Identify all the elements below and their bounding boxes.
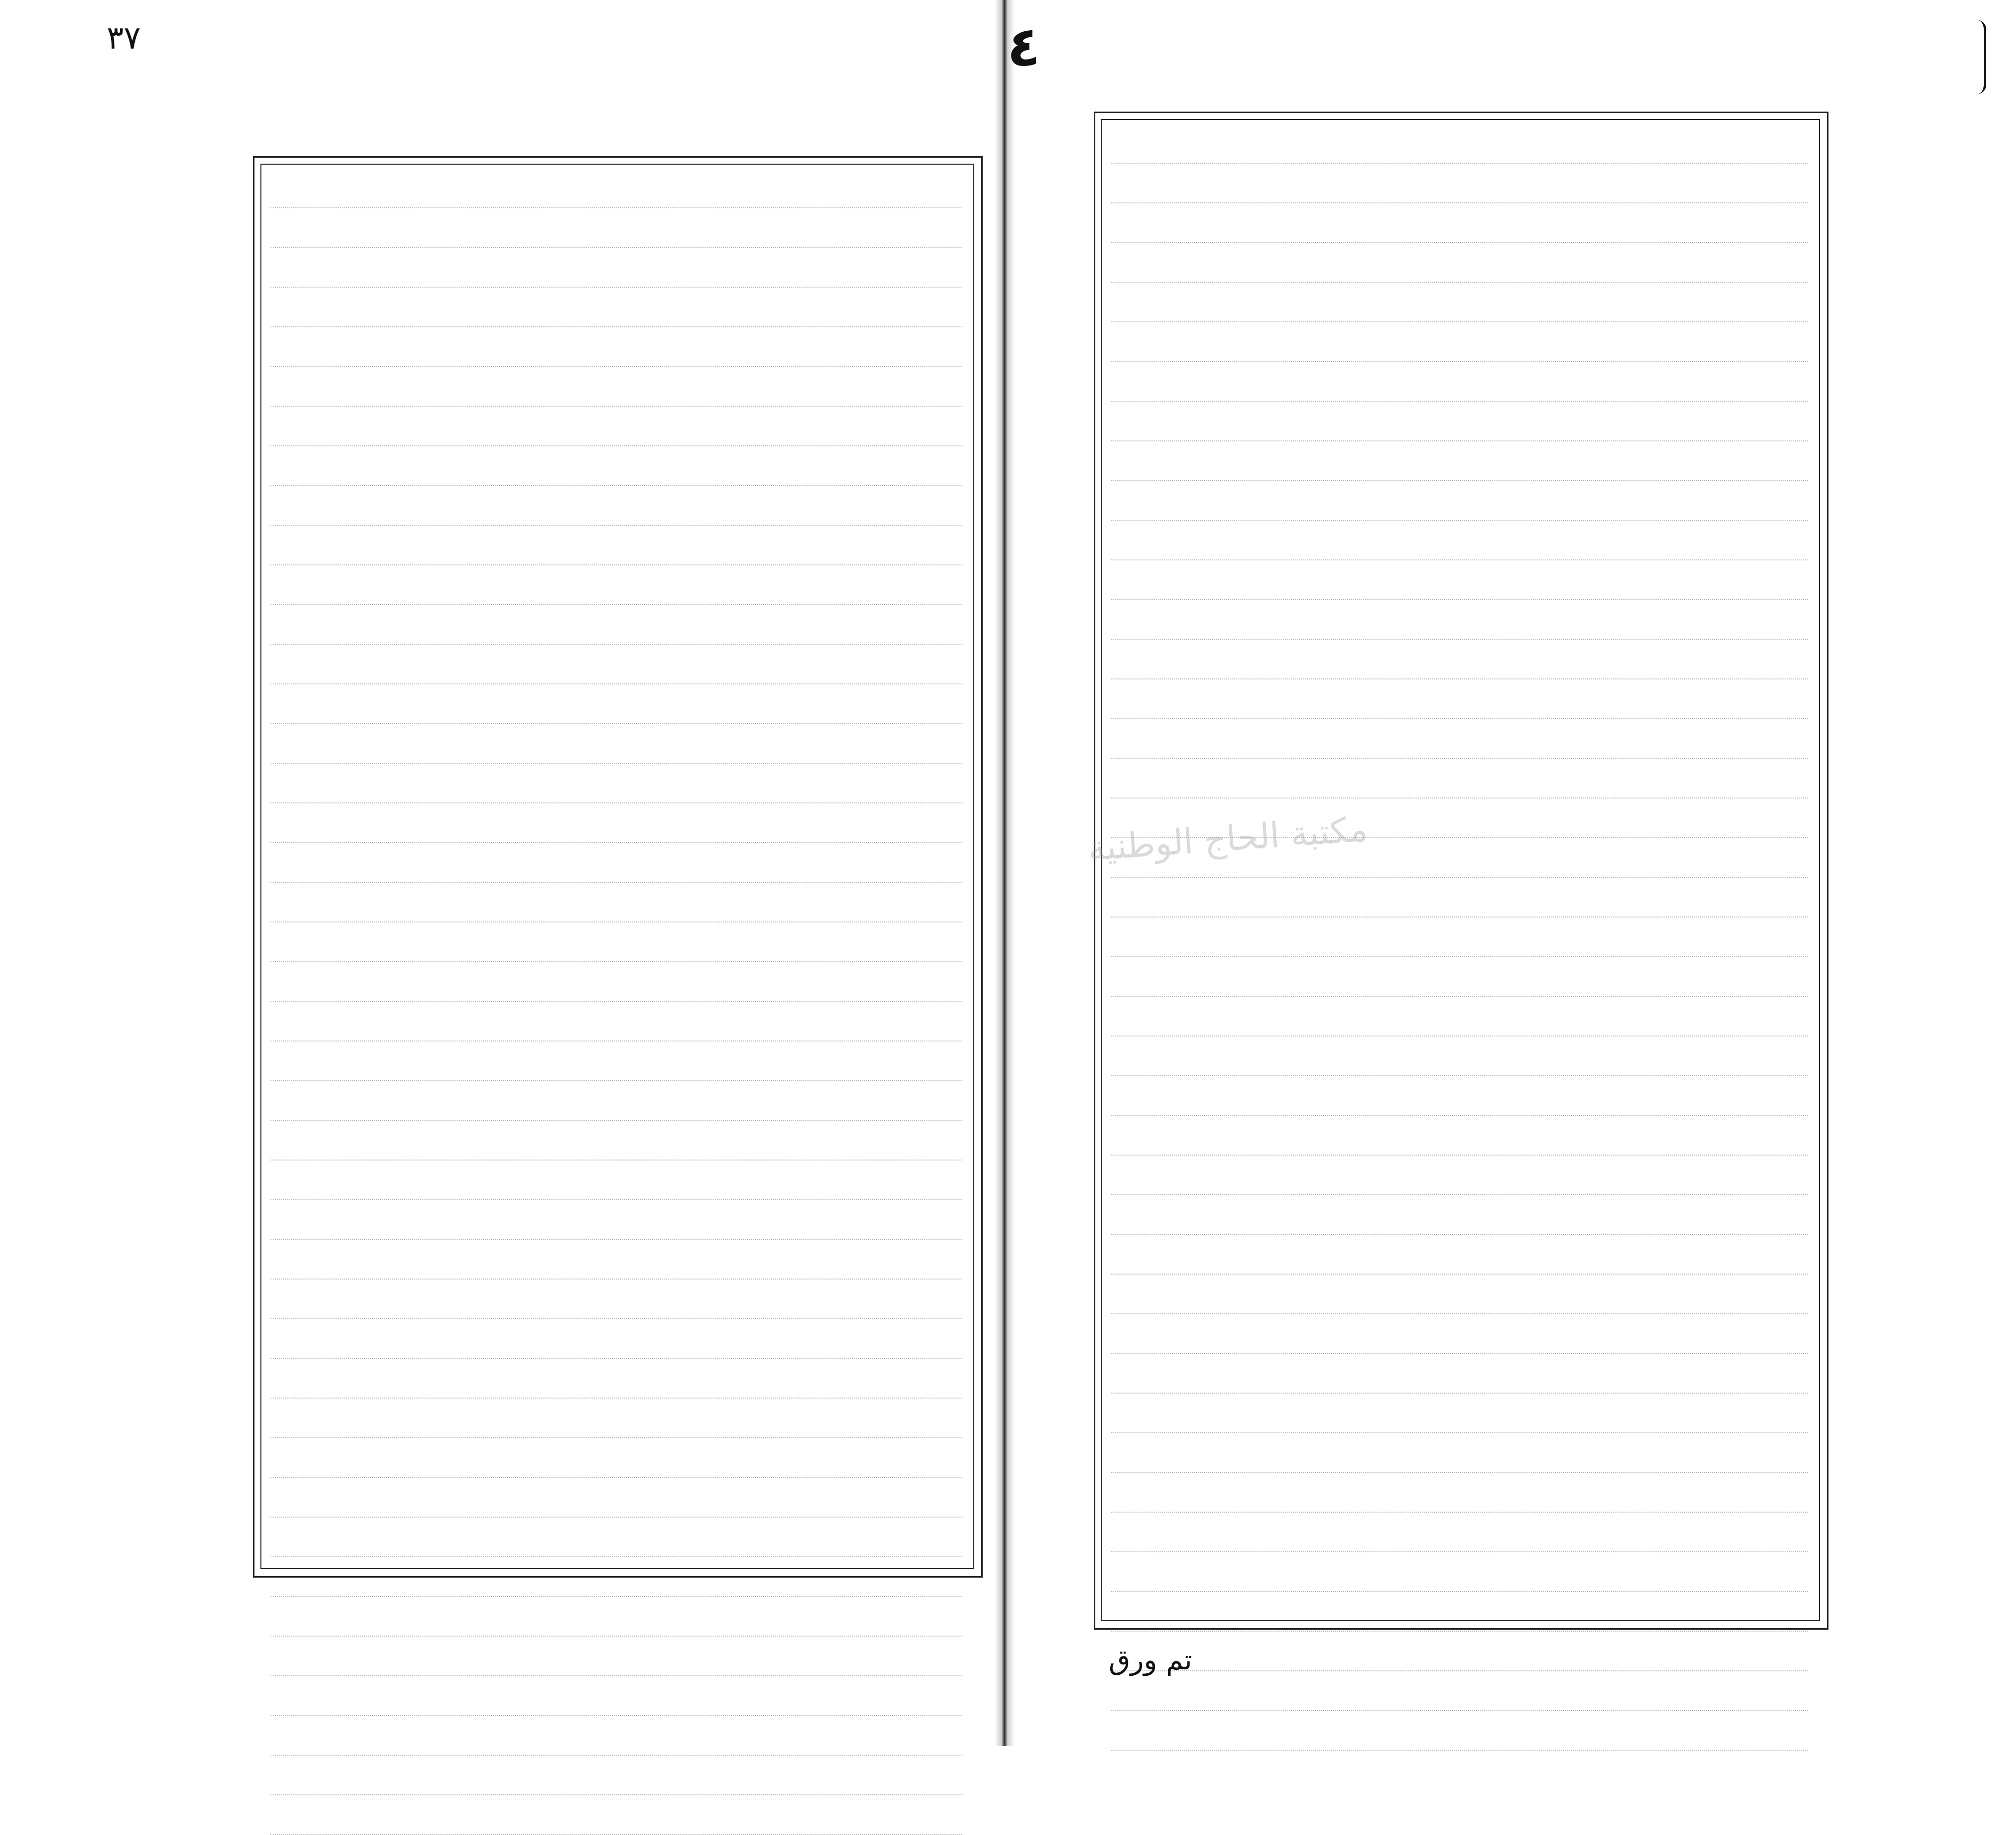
right-text-line — [1111, 1116, 1808, 1156]
left-page — [0, 0, 995, 1746]
right-text-line — [1111, 1552, 1808, 1592]
right-text-line — [1111, 640, 1808, 679]
left-text-line — [270, 1081, 962, 1121]
right-text-line — [1111, 679, 1808, 719]
left-text-line — [270, 803, 962, 843]
left-text-line — [270, 1518, 962, 1557]
right-text-block — [1111, 124, 1808, 1751]
left-text-line — [270, 922, 962, 962]
catchword: تم ورق — [1109, 1644, 1193, 1676]
right-text-line — [1111, 1711, 1808, 1751]
right-text-line — [1111, 1394, 1808, 1433]
left-text-line — [270, 605, 962, 645]
left-text-line — [270, 1359, 962, 1399]
left-text-line — [270, 1478, 962, 1518]
right-text-line — [1111, 997, 1808, 1037]
right-text-line — [1111, 719, 1808, 759]
right-text-line — [1111, 1473, 1808, 1513]
right-text-line — [1111, 1433, 1808, 1473]
left-text-line — [270, 1438, 962, 1478]
left-text-line — [270, 367, 962, 407]
right-text-line — [1111, 362, 1808, 402]
left-text-line — [270, 1637, 962, 1676]
left-text-line — [270, 843, 962, 883]
right-text-line — [1111, 1632, 1808, 1671]
left-text-line — [270, 1121, 962, 1161]
left-text-line — [270, 486, 962, 526]
right-text-line — [1111, 560, 1808, 600]
right-text-line — [1111, 600, 1808, 640]
library-watermark: مكتبة الحاج الوطنية — [1086, 808, 1369, 869]
right-text-line — [1111, 322, 1808, 362]
right-text-line — [1111, 1592, 1808, 1632]
right-text-line — [1111, 402, 1808, 441]
left-text-line — [270, 446, 962, 486]
left-text-line — [270, 169, 962, 208]
left-text-line — [270, 288, 962, 327]
book-gutter — [995, 0, 1014, 1746]
left-text-line — [270, 1280, 962, 1319]
right-text-line — [1111, 918, 1808, 957]
left-text-line — [270, 1240, 962, 1280]
right-text-line — [1111, 1314, 1808, 1354]
left-text-line — [270, 1756, 962, 1795]
left-text-line — [270, 1200, 962, 1240]
left-text-line — [270, 883, 962, 922]
right-text-line — [1111, 124, 1808, 164]
left-text-block — [270, 169, 962, 1835]
left-text-line — [270, 526, 962, 565]
left-text-line — [270, 1319, 962, 1359]
right-text-line — [1111, 1076, 1808, 1116]
right-text-line — [1111, 1156, 1808, 1195]
left-text-line — [270, 248, 962, 288]
left-text-line — [270, 1002, 962, 1041]
left-text-line — [270, 565, 962, 605]
right-text-line — [1111, 1275, 1808, 1314]
right-text-line — [1111, 203, 1808, 243]
left-text-line — [270, 407, 962, 446]
left-text-line — [270, 1795, 962, 1835]
right-page — [1007, 0, 2016, 1746]
right-text-line — [1111, 1195, 1808, 1235]
corner-mark: ٤ — [1007, 15, 1041, 78]
right-text-line — [1111, 481, 1808, 521]
right-text-line — [1111, 1235, 1808, 1275]
right-text-line — [1111, 1354, 1808, 1394]
right-text-line — [1111, 441, 1808, 481]
right-text-line — [1111, 1513, 1808, 1552]
left-text-line — [270, 724, 962, 764]
left-text-line — [270, 1399, 962, 1438]
left-text-line — [270, 962, 962, 1002]
right-text-line — [1111, 521, 1808, 560]
folio-number: ٣٧ — [107, 20, 141, 57]
left-text-line — [270, 208, 962, 248]
right-text-line — [1111, 1037, 1808, 1076]
left-text-line — [270, 764, 962, 803]
right-text-line — [1111, 957, 1808, 997]
left-text-line — [270, 1557, 962, 1597]
right-text-line — [1111, 243, 1808, 283]
left-text-line — [270, 684, 962, 724]
right-text-line — [1111, 1671, 1808, 1711]
left-text-line — [270, 327, 962, 367]
right-text-line — [1111, 164, 1808, 203]
left-text-line — [270, 645, 962, 684]
left-text-line — [270, 1041, 962, 1081]
left-text-line — [270, 1716, 962, 1756]
left-text-line — [270, 1676, 962, 1716]
left-text-line — [270, 1161, 962, 1200]
left-text-line — [270, 1597, 962, 1637]
right-text-line — [1111, 759, 1808, 798]
right-text-line — [1111, 878, 1808, 918]
right-text-line — [1111, 283, 1808, 322]
page-edge-mark — [1977, 20, 1986, 94]
